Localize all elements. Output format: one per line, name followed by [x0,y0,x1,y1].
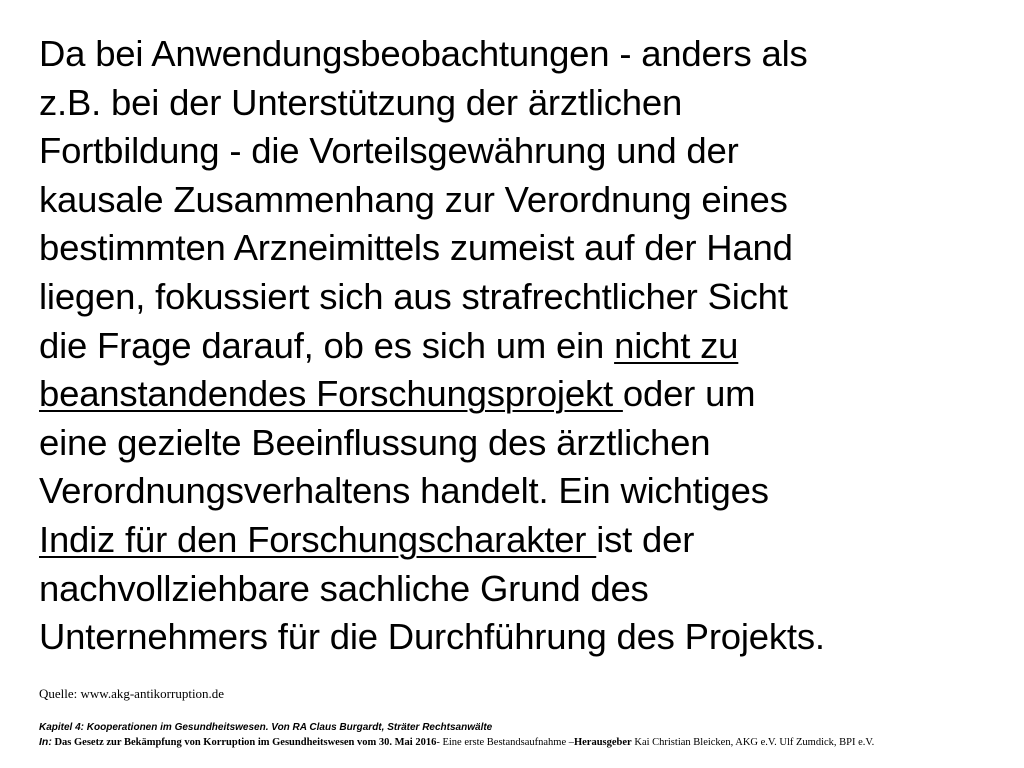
footer-publisher-label: Herausgeber [573,737,632,748]
paragraph-line: Verordnungsverhaltens handelt. Ein wichtiges [39,470,769,512]
paragraph-line: Fortbildung - die Vorteilsgewährung und der [39,130,739,172]
footer-chapter: Kapitel 4: Kooperationen im Gesundheitswesen. Von RA Claus Burgardt, Sträter Rechtsanwälte [39,722,493,733]
paragraph-line [39,322,999,371]
footer-in-label: In: [39,736,52,748]
footer-publisher: Kai Christian Bleicken, AKG e.V. Ulf Zumdick, BPI e.V. [631,737,875,748]
paragraph-line: Unternehmers für die Durchführung des Projekts. [39,616,825,658]
paragraph-line [39,370,999,419]
footer-publication [39,735,874,750]
paragraph-line: kausale Zusammenhang zur Verordnung eines [39,178,788,220]
footer [39,720,874,750]
paragraph-text: ist der [596,518,695,560]
paragraph-line: nachvollziehbare sachliche Grund des [39,567,649,609]
footer-title: Das Gesetz zur Bekämpfung von Korruption im Gesundheitswesen vom 30. Mai 2016 [51,737,437,748]
paragraph-line [39,516,999,565]
underlined-phrase: beanstandendes Forschungsprojekt [39,373,623,415]
paragraph-line: bestimmten Arzneimittels zumeist auf der Hand [39,227,793,269]
paragraph-line: eine gezielte Beeinflussung des ärztlichen [39,421,711,463]
source-citation: Quelle: www.akg-antikorruption.de [39,686,225,701]
paragraph-line: liegen, fokussiert sich aus strafrechtlicher Sicht [39,275,788,317]
main-paragraph [39,30,999,662]
paragraph-line: z.B. bei der Unterstützung der ärztlichen [39,81,683,123]
underlined-phrase: nicht zu [614,324,739,366]
underlined-phrase: Indiz für den Forschungscharakter [39,518,597,560]
footer-subtitle: - Eine erste Bestandsaufnahme – [436,737,574,748]
paragraph-text: die Frage darauf, ob es sich um ein [39,324,615,366]
paragraph-text: oder um [622,373,756,415]
paragraph-line: Da bei Anwendungsbeobachtungen - anders als [39,33,808,74]
